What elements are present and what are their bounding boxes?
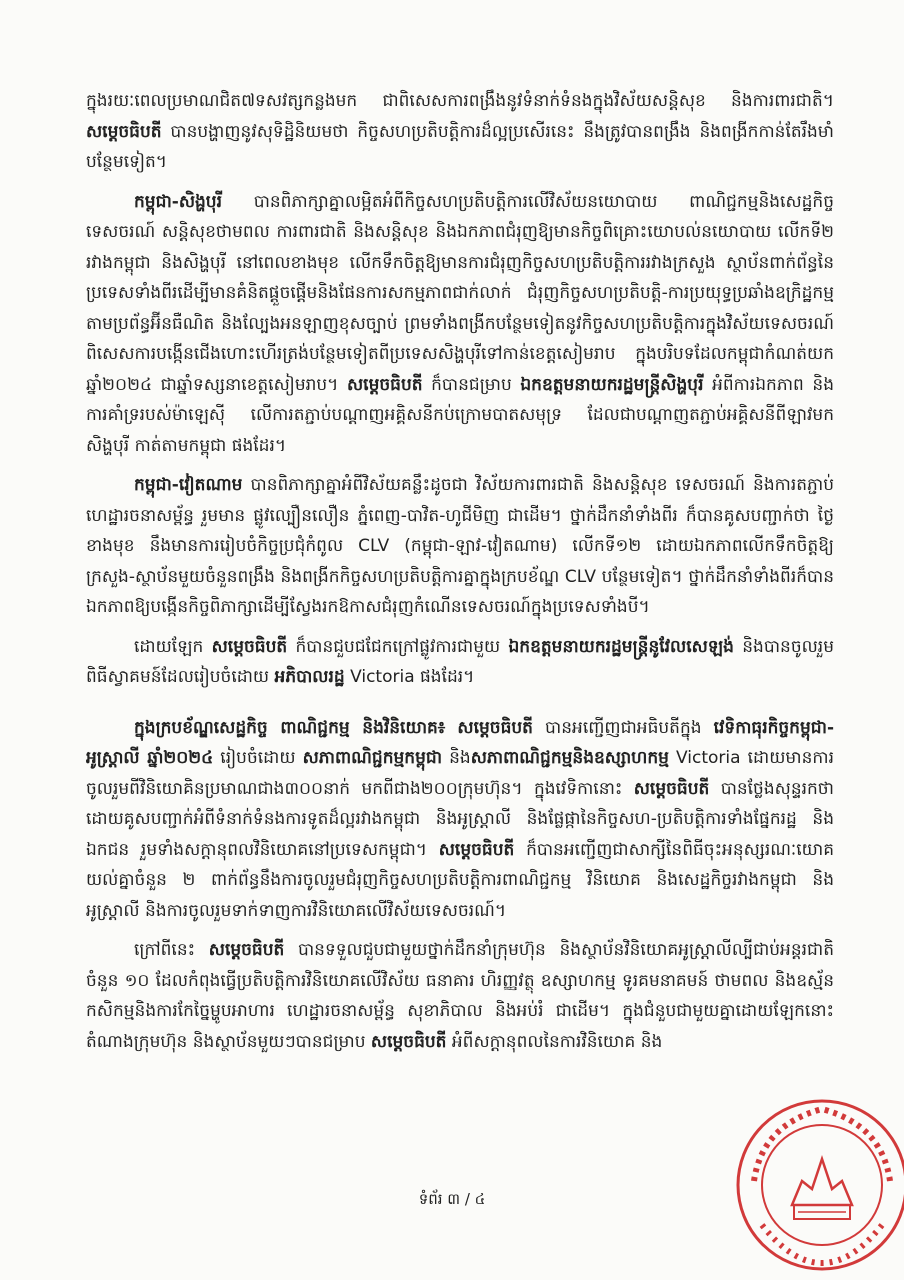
- text-run: បានពិភាក្សាគ្នាអំពីវិស័យគន្លឹះដូចជា វិស័យការពារជាតិ និងសន្តិសុខ ទេសចរណ៍ និងការតភ្ជាប់ហេដ្ឋារចនាសម្ព័ន្ធ រួមមាន ផ្លូវល្បឿនលឿន ភ្នំពេញ-បាវិត-ហូជីមិញ ជាដើម។ ថ្នាក់ដឹកនាំទាំងពីរ ក៏បានគូសបញ្ជាក់ថា ថ្ងៃខាងមុខ នឹងមានការរៀបចំកិច្ចប្រជុំកំពូល CLV (កម្ពុជា-ឡាវ-វៀតណាម) លើកទី១២ ដោយឯកភាពលើកទឹកចិត្តឱ្យក្រសួង-ស្ថាប័នមួយចំនួនពង្រឹង និងពង្រីកកិច្ចសហប្រតិបត្តិការគ្នាក្នុងក្របខ័ណ្ឌ CLV បន្ថែមទៀត។ ថ្នាក់ដឹកនាំទាំងពីរក៏បានឯកភាពឱ្យបង្កើនកិច្ចពិភាក្សាដើម្បីស្វែងរកឱកាសជំរុញកំណើនទេសចរណ៍ក្នុងប្រទេសទាំងបី។: [86, 475, 834, 617]
- text-run: [445, 718, 457, 738]
- bold-text: សភាពាណិជ្ជកម្មនិងឧស្សាហកម្ម: [470, 748, 669, 768]
- text-run: Victoria ដោយមានការចូលរួមពីវិនិយោគិនប្រមាណជាង៣០០នាក់ មកពីជាង២០០ក្រុមហ៊ុន។ ក្នុងវេទិកានោះ: [86, 748, 834, 799]
- text-run: អំពីការឯកភាព និងការគាំទ្ររបស់ម៉ាឡេស៊ី លើការតភ្ជាប់បណ្តាញអគ្គិសនីកប់ក្រោមបាតសមុទ្រ ដែលជាបណ្តាញតភ្ជាប់អគ្គិសនីពីឡាវមកសិង្ហបុរី កាត់តាមកម្ពុជា ផងដែរ។: [86, 374, 834, 456]
- bold-text: សម្ដេចធិបតី: [370, 1031, 447, 1052]
- text-run: អំពីសក្តានុពលនៃការវិនិយោគ និង: [446, 1031, 663, 1052]
- text-run: បានទទួលជួបជាមួយថ្នាក់ដឹកនាំក្រុមហ៊ុន និងស្ថាប័នវិនិយោគអូស្ត្រាលីល្បីជាប់អន្តរជាតិចំនួន ១០ ដែលកំពុងធ្វើប្រតិបត្តិការវិនិយោគលើវិស័យ ធនាគារ ហិរញ្ញវត្ថុ ឧស្សាហកម្ម ទូរគមនាគមន៍ ថាមពល និងឧស្ម័ន កសិកម្មនិងការកែច្នៃម្ហូបអាហារ ហេដ្ឋារចនាសម្ព័ន្ធ សុខាភិបាល និងអប់រំ ជាដើម។ ក្នុងជំនួបជាមួយគ្នាដោយឡែកនោះ តំណាងក្រុមហ៊ុន និងស្ថាប័នមួយៗបានជម្រាប: [86, 940, 834, 1052]
- text-run: ក្នុងរយៈពេលប្រមាណជិត៧ទសវត្សកន្លងមក ជាពិសេសការពង្រឹងនូវទំនាក់ទំនងក្នុងវិស័យសន្តិសុខ និងការពារជាតិ។: [86, 91, 834, 111]
- text-run: ក្រៅពីនេះ: [134, 940, 209, 960]
- paragraph-security-cooperation: [86, 86, 834, 178]
- paragraph-cambodia-singapore: [86, 187, 834, 462]
- bold-text: សម្ដេចធិបតី: [211, 636, 288, 657]
- bold-text: ឯកឧត្តមនាយករដ្ឋមន្ត្រីនូវែលសេឡង់: [508, 636, 734, 657]
- bold-text: សម្ដេចធិបតី: [208, 940, 285, 960]
- bold-text: សម្ដេចធិបតី: [347, 374, 423, 395]
- bold-text: កម្ពុជា-វៀតណាម: [134, 475, 243, 495]
- paragraph-cambodia-vietnam: [86, 470, 834, 623]
- text-run: បានបង្ហាញនូវសុទិដ្ឋិនិយមថា កិច្ចសហប្រតិបត្តិការដ៏ល្អប្រសើរនេះ នឹងត្រូវបានពង្រឹង និងពង្រីកកាន់តែរឹងមាំបន្ថែមទៀត។: [86, 121, 834, 172]
- text-run: ដោយឡែក: [134, 636, 212, 657]
- paragraph-investor-meetings: [86, 935, 834, 1057]
- text-run: Victoria ផងដែរ។: [344, 667, 475, 687]
- bold-text: សម្ដេចធិបតី: [438, 839, 515, 860]
- text-run: បានថ្លែងសុន្ទរកថាដោយគូសបញ្ជាក់អំពីទំនាក់ទំនងការទូតដ៏ល្អរវាងកម្ពុជា និងអូស្ត្រាលី និងផ្លែផ្កានៃកិច្ចសហ-ប្រតិបត្តិការទាំងផ្នែករដ្ឋ និងឯកជន រួមទាំងសក្តានុពលវិនិយោគនៅប្រទេសកម្ពុជា។: [86, 778, 834, 860]
- bold-text: សភាពាណិជ្ជកម្មកម្ពុជា: [302, 748, 443, 768]
- bold-text: កម្ពុជា-សិង្ហបុរី: [134, 191, 222, 212]
- text-run: និង: [442, 748, 471, 768]
- bold-text: ឯកឧត្តមនាយករដ្ឋមន្ត្រីសិង្ហបុរី: [520, 374, 704, 395]
- bold-text: វេទិកាធុរកិច្ចកម្ពុជា-អូស្ត្រាលី ឆ្នាំ២០២៤: [86, 717, 835, 768]
- official-seal-stamp-icon: [732, 1085, 904, 1275]
- bold-text: សម្ដេចធិបតី: [86, 121, 162, 142]
- bold-text: សម្ដេចធិបតី: [457, 717, 533, 738]
- text-run: ក៏បានអញ្ជើញជាសាក្សីនៃពិធីចុះអនុស្សរណៈយោគយល់គ្នាចំនួន ២ ពាក់ព័ន្ធនឹងការចូលរួមជំរុញកិច្ចសហប្រតិបត្តិការពាណិជ្ជកម្ម វិនិយោគ និងសេដ្ឋកិច្ចរវាងកម្ពុជា និងអូស្ត្រាលី និងការចូលរួមទាក់ទាញការវិនិយោគលើវិស័យទេសចរណ៍។: [86, 839, 834, 921]
- text-run: បានអញ្ជើញជាអធិបតីក្នុង: [532, 717, 714, 738]
- paragraph-new-zealand: [86, 632, 834, 693]
- text-run: បានពិភាក្សាគ្នាលម្អិតអំពីកិច្ចសហប្រតិបត្តិការលើវិស័យនយោបាយ ពាណិជ្ជកម្មនិងសេដ្ឋកិច្ច ទេសចរណ៍ សន្តិសុខថាមពល ការពារជាតិ និងសន្តិសុខ និងឯកភាពជំរុញឱ្យមានកិច្ចពិគ្រោះយោបល់នយោបាយ លើកទី២ រវាងកម្ពុជា និងសិង្ហបុរី នៅពេលខាងមុខ លើកទឹកចិត្តឱ្យមានការជំរុញកិច្ចសហប្រតិបត្តិការរវាងក្រសួង ស្ថាប័នពាក់ព័ន្ធនៃប្រទេសទាំងពីរដើម្បីមានគំនិតផ្តួចផ្តើមនិងផែនការសកម្មភាពជាក់លាក់ ជំរុញកិច្ចសហប្រតិបត្តិ-ការប្រយុទ្ធប្រឆាំងឧក្រិដ្ឋកម្មតាមប្រព័ន្ធអ៊ីនធឺណិត និងល្បែងអនឡាញខុសច្បាប់ ព្រមទាំងពង្រីកបន្ថែមទៀតនូវកិច្ចសហប្រតិបត្តិការក្នុងវិស័យទេសចរណ៍ ពិសេសការបង្កើនជើងហោះហើរត្រង់បន្ថែមទៀតពីប្រទេសសិង្ហបុរីទៅកាន់ខេត្តសៀមរាប ក្នុងបរិបទដែលកម្ពុជាកំណត់យកឆ្នាំ២០២៤ ជាឆ្នាំទស្សនាខេត្តសៀមរាប។: [86, 191, 834, 395]
- paragraph-economy-trade-investment: [86, 713, 834, 927]
- text-run: រៀបចំដោយ: [213, 748, 303, 768]
- document-body: [86, 86, 834, 1066]
- text-run: និងបានចូលរួមពិធីស្វាគមន៍ដែលរៀបចំដោយ: [86, 636, 834, 687]
- bold-text: ក្នុងក្របខ័ណ្ឌសេដ្ឋកិច្ច ពាណិជ្ជកម្ម និងវិនិយោគ៖: [134, 717, 446, 738]
- bold-text: អភិបាលរដ្ឋ: [274, 667, 345, 687]
- page-number: ទំព័រ ៣ / ៤: [418, 1190, 486, 1208]
- text-run: ក៏បានជម្រាប: [422, 374, 521, 395]
- bold-text: សម្ដេចធិបតី: [633, 778, 710, 799]
- text-run: ក៏បានជួបជជែកក្រៅផ្លូវការជាមួយ: [287, 636, 509, 657]
